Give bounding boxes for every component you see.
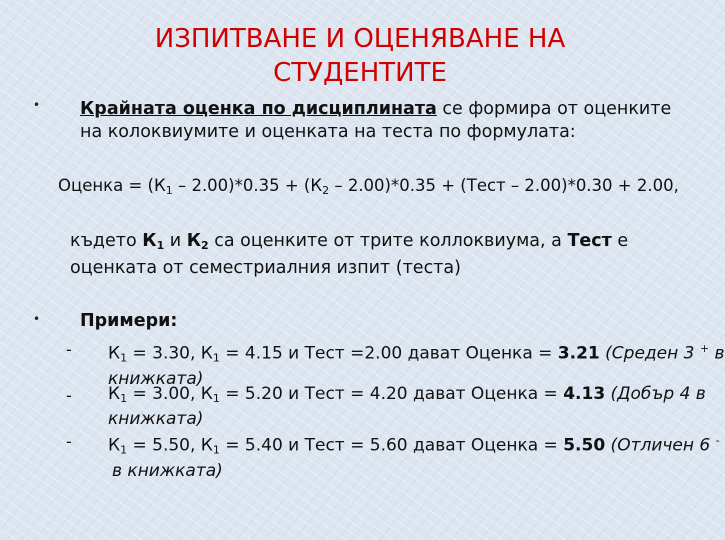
example-3-line-1 — [108, 430, 720, 461]
example-3-grade: 5.50 — [563, 435, 606, 456]
paragraph-final-grade — [80, 98, 700, 144]
example-1-part-e: в — [709, 343, 725, 364]
formula-part-1: Оценка = (К — [58, 176, 166, 195]
where-part-1: където — [70, 231, 143, 251]
where-part-3: са оценките от трите коллоквиума, а — [208, 231, 568, 251]
final-grade-term: Крайната оценка по дисциплината — [80, 99, 437, 119]
slide-title — [60, 22, 660, 90]
dash-3: - — [66, 432, 72, 451]
formula-sub-1: 1 — [165, 184, 173, 197]
where-part-2: и — [164, 231, 187, 251]
example-2-part-b: = 3.00, К — [127, 384, 213, 404]
example-2-sub-1: 1 — [120, 392, 128, 405]
title-line-2: СТУДЕНТИТЕ — [273, 58, 447, 88]
example-3-k: К — [108, 435, 121, 456]
where-part-4: е — [611, 231, 629, 251]
example-3-sub-1: 1 — [120, 443, 128, 457]
example-2-part-c: = 5.20 и Тест = 4.20 дават Оценка = — [219, 384, 564, 404]
example-3-sub-2: 1 — [212, 443, 220, 457]
where-line-2: оценката от семестриалния изпит (теста) — [70, 258, 461, 278]
where-sub-2: 2 — [201, 239, 209, 252]
example-3-line-2: в книжката) — [112, 460, 223, 481]
paragraph-line-1 — [80, 98, 700, 121]
where-line-1 — [70, 230, 700, 257]
example-3-part-d: (Отличен 6 — [605, 435, 716, 456]
where-explanation — [70, 230, 700, 280]
example-2 — [108, 384, 708, 430]
example-2-line-1 — [108, 384, 708, 409]
formula-part-2: – 2.00)*0.35 + (К — [172, 176, 323, 195]
example-1-line-1 — [108, 338, 725, 369]
paragraph-line-2: на колоквиумите и оценката на теста по формулата: — [80, 122, 576, 142]
bullet-2: • — [33, 312, 41, 326]
example-1-line-2: книжката) — [108, 368, 204, 389]
example-3-part-b: = 5.50, К — [127, 435, 213, 456]
where-sub-1: 1 — [156, 239, 165, 252]
formula-part-3: – 2.00)*0.35 + (Тест – 2.00)*0.30 + 2.00, — [329, 176, 679, 195]
example-3 — [108, 430, 720, 482]
where-k2: К — [186, 231, 202, 251]
example-1-k: К — [108, 343, 121, 364]
where-test-term: Тест — [567, 231, 612, 251]
example-1-part-d: (Среден 3 — [599, 343, 700, 364]
example-2-line-2: книжката) — [108, 409, 204, 429]
paragraph-line-1-rest: се формира от оценките — [436, 99, 672, 119]
dash-2: - — [66, 386, 72, 405]
title-line-1: ИЗПИТВАНЕ И ОЦЕНЯВАНЕ НА — [154, 24, 566, 54]
where-k1: К — [142, 231, 157, 251]
example-2-grade: 4.13 — [563, 384, 606, 404]
example-1-sub-1: 1 — [120, 351, 128, 365]
example-2-part-d: (Добър 4 в — [605, 384, 706, 404]
example-3-part-c: = 5.40 и Тест = 5.60 дават Оценка = — [219, 435, 564, 456]
example-1-sub-2: 1 — [212, 351, 220, 365]
example-1-part-c: = 4.15 и Тест =2.00 дават Оценка = — [219, 343, 558, 364]
grade-formula — [58, 174, 679, 202]
example-1-part-b: = 3.30, К — [127, 343, 213, 364]
examples-heading: Примери: — [80, 311, 178, 331]
example-2-sub-2: 1 — [212, 392, 220, 405]
example-2-k: К — [108, 384, 121, 404]
dash-1: - — [66, 340, 72, 359]
bullet-1: • — [33, 98, 41, 112]
example-1-grade: 3.21 — [557, 343, 600, 364]
formula-sub-2: 2 — [322, 184, 330, 197]
example-3-sup: - — [715, 434, 720, 447]
example-1-sup: + — [699, 342, 710, 355]
example-1 — [108, 338, 725, 390]
